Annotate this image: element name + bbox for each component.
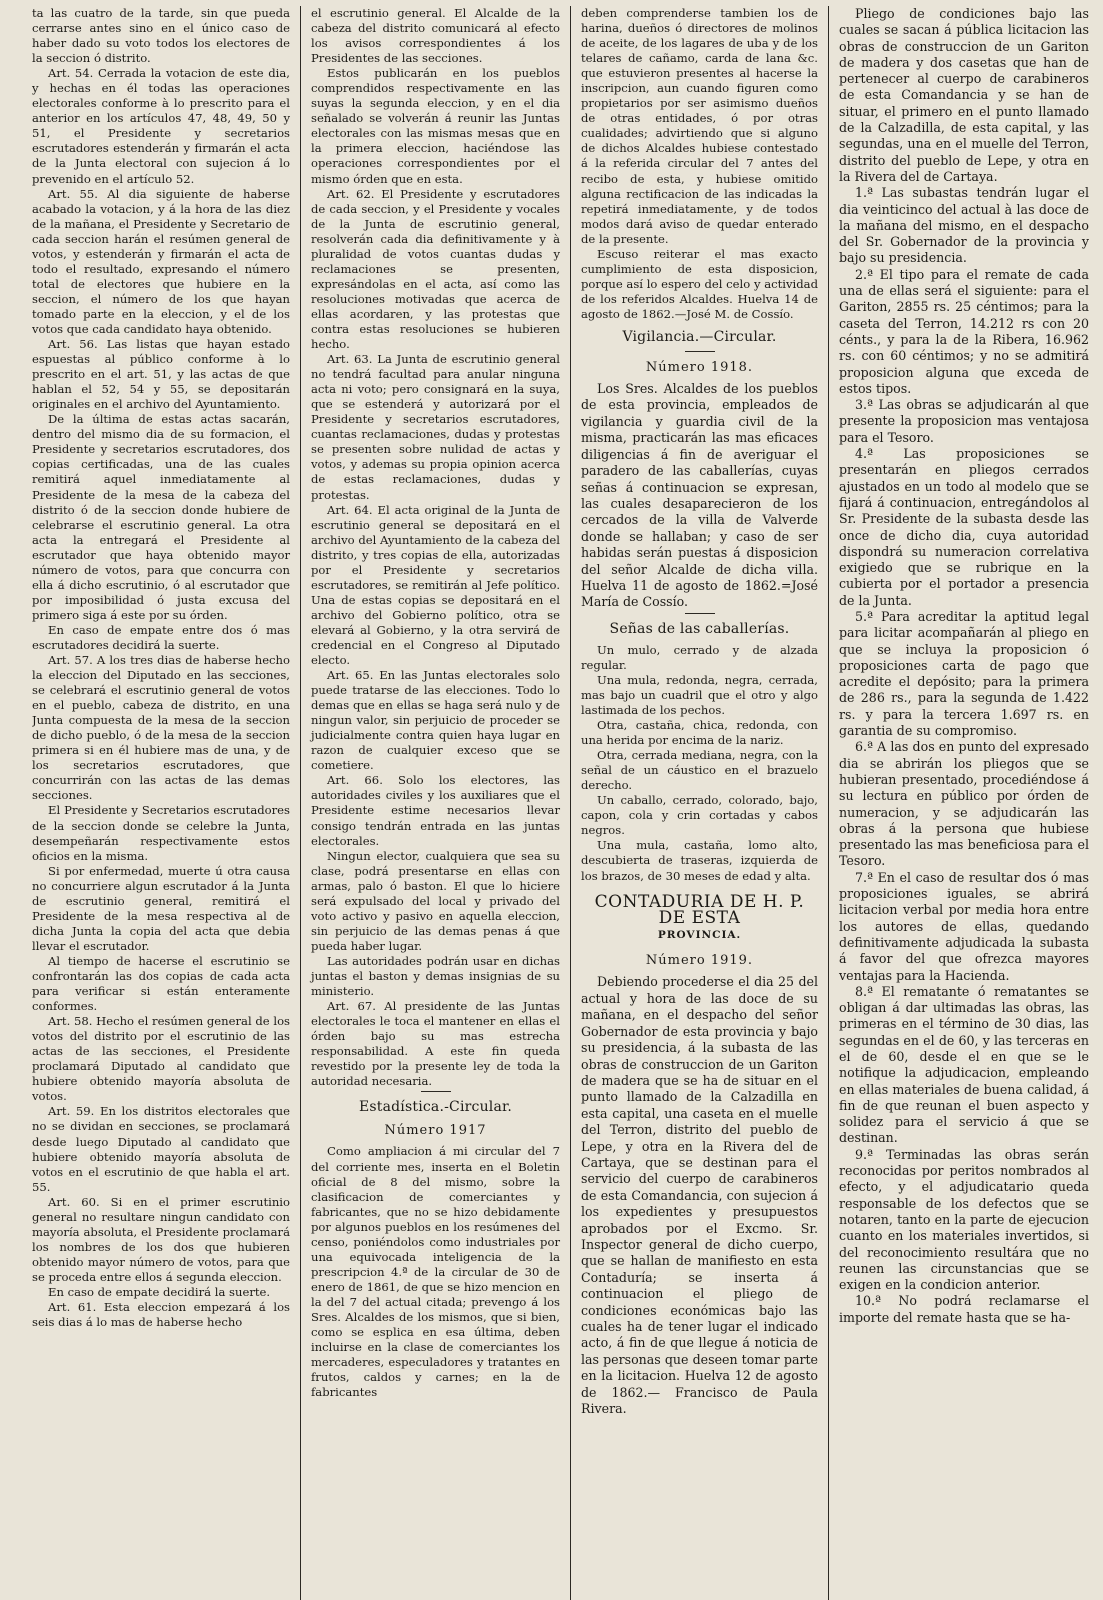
paragraph: Las autoridades podrán usar en dichas juntas el baston y demas insignias de su ministerio.	[311, 953, 560, 999]
clause: 7.ª En el caso de resultar dos ó mas proposiciones iguales, se abrirá licitacion verbal por media hora entre los autores de ellas, quedando definitivamente adjudicada la subasta á favor del que ofrezca mayores ventajas para la Hacienda.	[839, 869, 1089, 983]
paragraph: el escrutinio general. El Alcalde de la cabeza del distrito comunicará al efecto los avisos correspondientes á los Presidentes de las secciones.	[311, 6, 560, 66]
column-1	[32, 6, 300, 1600]
paragraph: Debiendo procederse el dia 25 del actual y hora de las doce de su mañana, en el despacho del señor Gobernador de esta provincia y bajo su presidencia, á la subasta de las obras de construccion de un Gariton de madera que se ha de situar en el punto llamado de la Calzadilla en esta capital, una caseta en el muelle del Terron, distrito del pueblo de Lepe, y otra en la Rivera del de Cartaya, que se destinan para el servicio del cuerpo de carabineros de esta Comandancia, con sujecion á los expedientes y presupuestos aprobados por el Excmo. Sr. Inspector general de dicho cuerpo, que se hallan de manifiesto en esta Contaduría; se inserta á continuacion el pliego de condiciones económicas bajo las cuales ha de tener lugar el indicado acto, á fin de que llegue á noticia de las personas que deseen tomar parte en la licitacion. Huelva 12 de agosto de 1862.— Francisco de Paula Rivera.	[581, 974, 818, 1417]
paragraph: ta las cuatro de la tarde, sin que pueda cerrarse antes sino en el único caso de haber dado su voto todos los electores de la seccion ó distrito.	[32, 6, 290, 66]
list-item: Una mula, redonda, negra, cerrada, mas bajo un cuadril que el otro y algo lastimada de los pechos.	[581, 672, 818, 717]
column-4	[828, 6, 1089, 1600]
paragraph: Escuso reiterar el mas exacto cumplimiento de esta disposicion, porque así lo espero del celo y actividad de los referidos Alcaldes. Huelva 14 de agosto de 1862.—José M. de Cossío.	[581, 246, 818, 321]
paragraph: Art. 55. Al dia siguiente de haberse acabado la votacion, y á la hora de las diez de la mañana, el Presidente y Secretario de cada seccion harán el resúmen general de votos, y estenderán y firmarán el acta de todo el resultado, expresando el número total de electores que hubiere en la seccion, el número de los que hayan tomado parte en la eleccion, y el de los votos que cada candidato haya obtenido.	[32, 186, 290, 336]
paragraph: Al tiempo de hacerse el escrutinio se confrontarán las dos copias de cada acta para verificar si están enteramente conformes.	[32, 953, 290, 1014]
paragraph: En caso de empate decidirá la suerte.	[48, 1284, 271, 1299]
column-3	[570, 6, 828, 1600]
paragraph: Art. 56. Las listas que hayan estado espuestas al público conforme à lo prescrito en el art. 51, y las actas de que hablan el 52, 54 y 55, se depositarán originales en el archivo del Ayuntamiento.	[32, 337, 290, 412]
paragraph: Como ampliacion á mi circular del 7 del corriente mes, inserta en el Boletin oficial de 8 del mismo, sobre la clasificacion de comerciantes y fabricantes, que no se hizo debidamente por algunos pueblos en los resúmenes del censo, poniéndolos como industriales por una equivocada inteligencia de la prescripcion 4.ª de la circular de 30 de enero de 1861, de que se hizo mencion en la del 7 del actual citada; prevengo á los Sres. Alcaldes de los mismos, que si bien, como se esplica en esa última, deben incluirse en la clase de comerciantes los mercaderes, especuladores y tratantes en frutos, caldos y carnes; en la de fabricantes	[311, 1144, 560, 1400]
clause: 4.ª Las proposiciones se presentarán en pliegos cerrados ajustados en un todo al modelo que se fijará á continuacion, entregándolos al Sr. Presidente de la subasta desde las once de dicho dia, cuya autoridad dispondrá su numeracion correlativa exigiedo que se rubrique en la cubierta por el portador a presencia de la Junta.	[839, 446, 1089, 608]
section-title-senas: Señas de las caballerías.	[609, 620, 790, 637]
paragraph: Art. 60. Si en el primer escrutinio general no resultare ningun candidato con mayoría absoluta, el Presidente proclamará los nombres de los dos que hubieren obtenido mayor número de votos, para que se proceda entre ellos á segunda eleccion.	[32, 1194, 290, 1284]
paragraph: Estos publicarán en los pueblos comprendidos respectivamente en las suyas la segunda eleccion, y en el dia señalado se volverán á reunir las Juntas electorales con las mismas mesas que en la primera eleccion, haciéndose las operaciones correspondientes por el mismo órden que en esta.	[311, 66, 560, 186]
section-subtitle: PROVINCIA.	[657, 929, 742, 942]
paragraph: Art. 67. Al presidente de las Juntas electorales le toca el mantener en ellas el órden bajo su mas estrecha responsabilidad. A este fin queda revestido por la presente ley de toda la autoridad necesaria.	[311, 999, 560, 1089]
section-title-contaduria: CONTADURIA DE H. P. DE ESTA	[594, 891, 805, 928]
list-item: Otra, cerrada mediana, negra, con la señal de un cáustico en el brazuelo derecho.	[581, 748, 818, 793]
column-2	[300, 6, 570, 1600]
paragraph: De la última de estas actas sacarán, dentro del mismo dia de su formacion, el Presidente y secretarios escrutadores, dos copias certificadas, una de las cuales remitirá aquel inmediatamente al Presidente de la mesa de la cabeza del distrito ó de la seccion donde hubiere de celebrarse el escrutinio general. La otra acta la entregará el Presidente al escrutador que haya obtenido mayor número de votos, para que concurra con ella á dicho escrutinio, ó al escrutador que por imposibilidad ó justa excusa del primero siga á este por su órden.	[32, 412, 290, 622]
paragraph: Art. 63. La Junta de escrutinio general no tendrá facultad para anular ninguna acta ni voto; pero consignará en la suya, que se estenderá y autorizará por el Presidente y secretarios escrutadores, cuantas reclamaciones, dudas y protestas se presenten sobre nulidad de actas y votos, y ademas su propia opinion acerca de estas reclamaciones, dudas y protestas.	[311, 352, 560, 502]
list-item: Otra, castaña, chica, redonda, con una herida por encima de la nariz.	[581, 718, 818, 748]
paragraph: deben comprenderse tambien los de harina, dueños ó directores de molinos de aceite, de los lagares de uba y de los telares de cañamo, carda de lana &c. que estuvieron presentes al hacerse la inscripcion, aun cuando figuren como propietarios por ser asimismo dueños de otras entidades, ó por otras cualidades; advirtiendo que si alguno de dichos Alcaldes hubiese contestado á la referida circular del 7 antes del recibo de esta, y hubiese omitido alguna rectificacion de las indicadas la repetirá inmediatamente, y de todos modos dará aviso de quedar enterado de la presente.	[581, 6, 818, 246]
clause: 5.ª Para acreditar la aptitud legal para licitar acompañarán al pliego en que se incluya la proposicion ó proposiciones carta de pago que acredite el depósito; para la primera de 286 rs., para la segunda de 1.422 rs. y para la tercera 1.697 rs. en garantia de su compromiso.	[839, 608, 1089, 739]
notice-number: Número 1917	[384, 1123, 487, 1139]
divider	[685, 351, 715, 352]
paragraph: Art. 61. Esta eleccion empezará á los seis dias á lo mas de haberse hecho	[32, 1300, 290, 1330]
paragraph: Art. 62. El Presidente y escrutadores de cada seccion, y el Presidente y vocales de la Junta de escrutinio general, resolverán cada dia definitivamente y à pluralidad de votos cuantas dudas y reclamaciones se presenten, expresándolas en el acta, así como las resoluciones motivadas que acerca de ellas acordaren, y las protestas que contra estas resoluciones se hubieren hecho.	[311, 186, 560, 352]
notice-number: Número 1919.	[645, 953, 754, 969]
clause: 6.ª A las dos en punto del expresado dia se abrirán los pliegos que se hubieran presentado, procediéndose á su lectura en público por órden de numeracion, y se adjudicarán las obras á la persona que hubiese presentado las mas beneficiosa para el Tesoro.	[839, 739, 1089, 869]
section-title-estadistica: Estadística.-Circular.	[358, 1099, 513, 1116]
list-item: Una mula, castaña, lomo alto, descubierta de traseras, izquierda de los brazos, de 30 meses de edad y alta.	[581, 838, 818, 883]
clause: 1.ª Las subastas tendrán lugar el dia veinticinco del actual à las doce de la mañana del mismo, en el despacho del Sr. Gobernador de la provincia y bajo su presidencia.	[839, 185, 1089, 266]
list-item: Un mulo, cerrado y de alzada regular.	[581, 642, 818, 672]
clause: 2.ª El tipo para el remate de cada una de ellas será el siguiente: para el Gariton, 2855 rs. 25 céntimos; para la caseta del Terron, 14.212 rs con 20 cénts., y para la de la Ribera, 16.962 rs. con 60 céntimos; y no se admitirá proposicion alguna que exceda de estos tipos.	[839, 266, 1089, 396]
paragraph: Art. 57. A los tres dias de haberse hecho la eleccion del Diputado en las secciones, se celebrará el escrutinio general de votos en el pueblo, cabeza de distrito, en una Junta compuesta de la mesa de la seccion de dicho pueblo, ó de la mesa de la seccion primera si en él hubiere mas de una, y de los secretarios escrutadores, que concurrirán con las actas de las demas secciones.	[32, 653, 290, 803]
list-item: Un caballo, cerrado, colorado, bajo, capon, cola y crin cortadas y cabos negros.	[581, 793, 818, 838]
clause: 9.ª Terminadas las obras serán reconocidas por peritos nombrados al efecto, y el adjudicatario queda responsable de los defectos que se notaren, tanto en la parte de ejecucion cuanto en los materiales invertidos, si del reconocimiento resultára que no reunen las circunstancias que se exigen en la condicion anterior.	[839, 1146, 1089, 1293]
paragraph: Art. 58. Hecho el resúmen general de los votos del distrito por el escrutinio de las actas de las secciones, el Presidente proclamará Diputado al candidato que hubiere obtenido mayoría absoluta de votos.	[32, 1014, 290, 1104]
clause: 8.ª El rematante ó rematantes se obligan á dar ultimadas las obras, las primeras en el término de 30 dias, las segundas en el de 60, y las terceras en el de 60, desde el en que se le notifique la adjudicacion, empleando en ellas materiales de buena calidad, á fin de que reunan el buen aspecto y solidez para el servicio á que se destinan.	[839, 983, 1089, 1146]
paragraph: Art. 59. En los distritos electorales que no se dividan en secciones, se proclamará desde luego Diputado al candidato que hubiere obtenido mayoría absoluta de votos en el escrutinio de que habla el art. 55.	[32, 1104, 290, 1194]
paragraph: Pliego de condiciones bajo las cuales se sacan á pública licitacion las obras de construccion de un Gariton de madera y dos casetas que han de pertenecer al cuerpo de carabineros de esta Comandancia y se han de situar, el primero en el punto llamado de la Calzadilla, de esta capital, y las segundas, una en el muelle del Terron, distrito del pueblo de Lepe, y otra en la Rivera del de Cartaya.	[839, 6, 1089, 184]
paragraph: Art. 64. El acta original de la Junta de escrutinio general se depositará en el archivo del Ayuntamiento de la cabeza del distrito, y tres copias de ella, autorizadas por el Presidente y secretarios escrutadores, se remitirán al Jefe político. Una de estas copias se depositará en el archivo del Gobierno político, otra se elevará al Gobierno, y la otra servirá de credencial en el Congreso al Diputado electo.	[311, 502, 560, 668]
paragraph: El Presidente y Secretarios escrutadores de la seccion donde se celebre la Junta, desempeñarán respectivamente estos oficios en la misma.	[32, 803, 290, 863]
divider	[685, 613, 715, 614]
paragraph: Los Sres. Alcaldes de los pueblos de esta provincia, empleados de vigilancia y guardia civil de la misma, practicarán las mas eficaces diligencias á fin de averiguar el paradero de las caballerías, cuyas señas á continuacion se expresan, las cuales desaparecieron de los cercados de la villa de Valverde donde se hallaban; y caso de ser habidas serán puestas á disposicion del señor Alcalde de dicha villa. Huelva 11 de agosto de 1862.=José María de Cossío.	[581, 381, 818, 610]
paragraph: Ningun elector, cualquiera que sea su clase, podrá presentarse en ellas con armas, palo ó baston. El que lo hiciere será expulsado del local y privado del voto activo y pasivo en aquella eleccion, sin perjuicio de las demas penas á que pueda haber lugar.	[311, 848, 560, 953]
clause: 3.ª Las obras se adjudicarán al que presente la proposicion mas ventajosa para el Tesoro.	[839, 397, 1089, 445]
notice-number: Número 1918.	[645, 360, 754, 376]
paragraph: Art. 66. Solo los electores, las autoridades civiles y los auxiliares que el Presidente estime necesarios llevar consigo tendrán entrada en las juntas electorales.	[311, 773, 560, 848]
section-title-vigilancia: Vigilancia.—Circular.	[622, 328, 777, 345]
paragraph: Art. 54. Cerrada la votacion de este dia, y hechas en él todas las operaciones electorales conforme à lo prescrito para el anterior en los artículos 47, 48, 49, 50 y 51, el Presidente y secretarios escrutadores estenderán y firmarán el acta de la Junta electoral con sujecion á lo prevenido en el artículo 52.	[32, 66, 290, 186]
divider	[421, 1091, 451, 1092]
paragraph: Si por enfermedad, muerte ú otra causa no concurriere algun escrutador á la Junta de escrutinio general, remitirá el Presidente de la mesa respectiva al de dicha Junta la copia del acta que debia llevar el escrutador.	[32, 863, 290, 953]
clause: 10.ª No podrá reclamarse el importe del remate hasta que se ha-	[839, 1293, 1089, 1325]
paragraph: Art. 65. En las Juntas electorales solo puede tratarse de las elecciones. Todo lo demas que en ellas se haga será nulo y de ningun valor, sin perjuicio de proceder se judicialmente contra quien haya lugar en razon de cualquier exceso que se cometiere.	[311, 668, 560, 773]
paragraph: En caso de empate entre dos ó mas escrutadores decidirá la suerte.	[32, 622, 290, 652]
